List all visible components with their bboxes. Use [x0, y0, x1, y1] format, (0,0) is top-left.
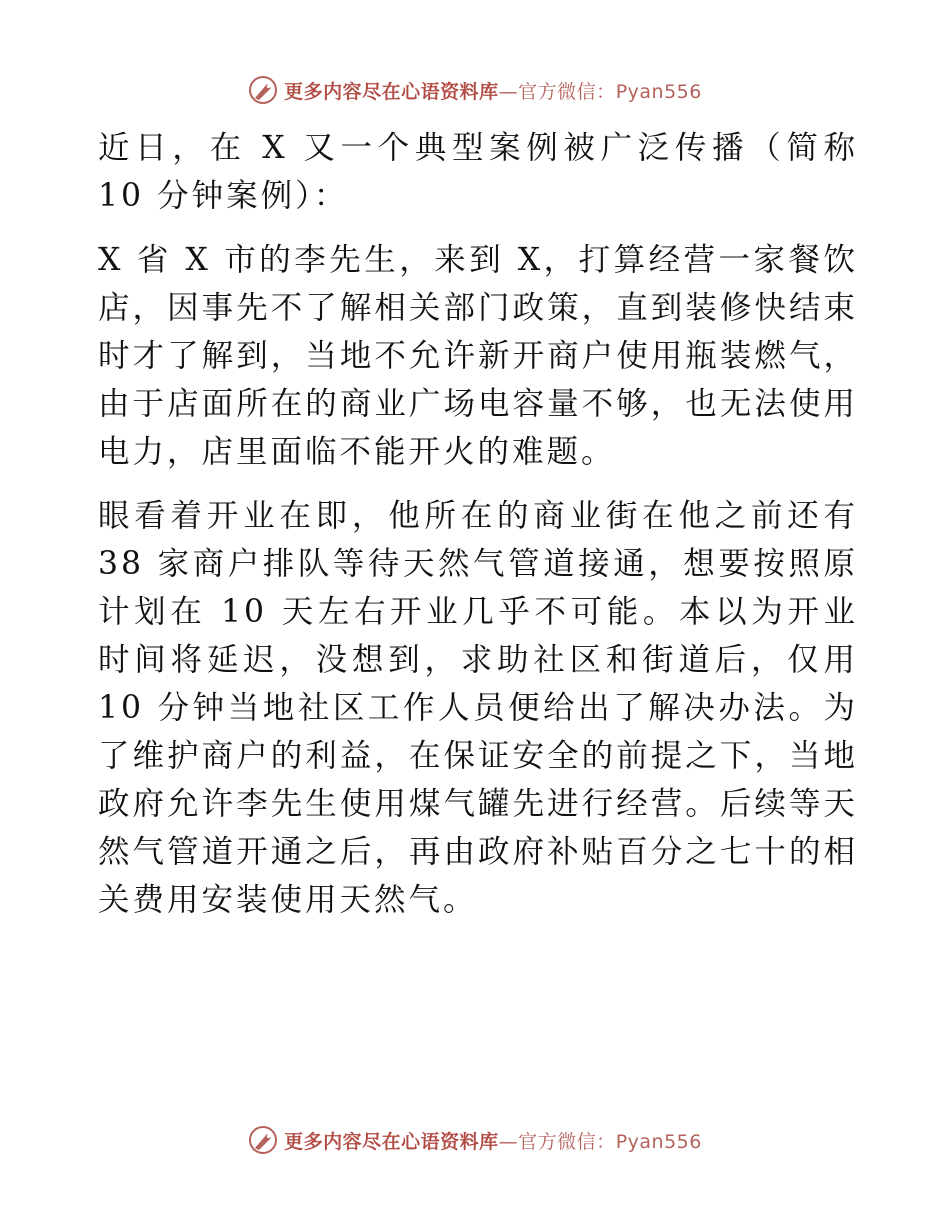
paragraph-intro: 近日，在 X 又一个典型案例被广泛传播（简称 10 分钟案例）： [98, 130, 858, 214]
header-watermark-banner [0, 70, 950, 110]
watermark-text: 更多内容尽在心语资料库—官方微信：Pyan556 [284, 80, 702, 103]
watermark-text: 更多内容尽在心语资料库—官方微信：Pyan556 [284, 1130, 702, 1153]
pen-nib-circle-icon [248, 75, 278, 105]
article-body [98, 124, 858, 924]
paragraph-background: X 省 X 市的李先生，来到 X，打算经营一家餐饮店，因事先不了解相关部门政策，直到装修快结束时才了解到，当地不允许新开商户使用瓶装燃气，由于店面所在的商业广场电容量不够，也无法使用电力，店里面临不能开火的难题。 [98, 242, 858, 470]
pen-nib-circle-icon [248, 1125, 278, 1155]
footer-watermark-banner [0, 1120, 950, 1160]
paragraph-resolution: 眼看着开业在即，他所在的商业街在他之前还有 38 家商户排队等待天然气管道接通，想要按照原计划在 10 天左右开业几乎不可能。本以为开业时间将延迟，没想到，求助社区和街道后，仅用 10 分钟当地社区工作人员便给出了解决办法。为了维护商户的利益，在保证安全的前提之下，当地政府允许李先生使用煤气罐先进行经营。后续等天然气管道开通之后，再由政府补贴百分之七十的相关费用安装使用天然气。 [98, 498, 858, 918]
